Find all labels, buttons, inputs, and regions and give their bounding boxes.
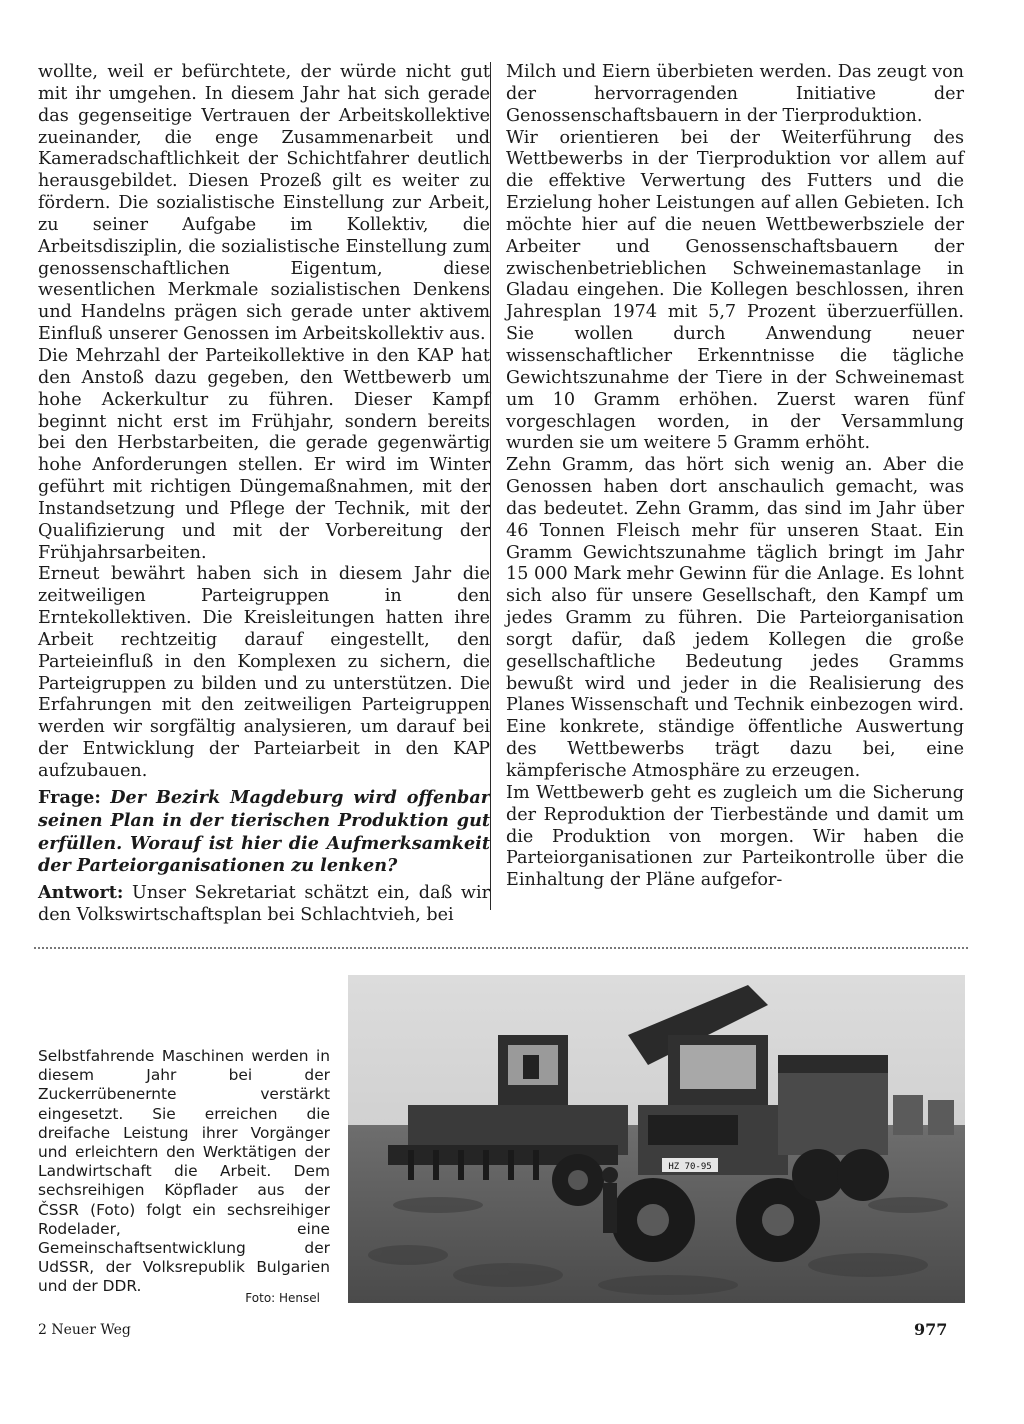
right-column	[506, 62, 964, 892]
interview-answer	[38, 882, 490, 927]
left-paragraph-2: Die Mehrzahl der Parteikollektive in den KAP hat den Anstoß dazu gegeben, den Wettbewerb um hohe Ackerkultur zu führen. Dieser Kampf beginnt nicht erst im Frühjahr, sondern bereits bei den Herbstarbeiten, die gerade gegenwärtig hohe Anforderungen stellen. Er wird im Winter geführt mit richtigen Düngemaßnahmen, mit der Instandsetzung und Pflege der Technik, mit der Qualifizierung und mit der Vorbereitung der Frühjahrsarbeiten.	[38, 345, 490, 563]
license-plate: HZ 70-95	[668, 1162, 712, 1172]
answer-text: Unser Sekretariat schätzt ein, daß wir den Volkswirtschaftsplan bei Schlachtvieh, bei	[38, 883, 490, 926]
question-label: Frage:	[38, 786, 101, 808]
section-divider	[34, 947, 968, 949]
question-text: Der Bezirk Magdeburg wird offenbar seinen Plan in der tierischen Produktion gut erfüllen. Worauf ist hier die Aufmerksamkeit der Parteiorganisationen zu lenken?	[38, 786, 491, 877]
left-column	[38, 62, 490, 927]
right-paragraph-1: Milch und Eiern überbieten werden. Das zeugt von der hervorragenden Initiative der Genossenschaftsbauern in der Tierproduktion.	[506, 62, 964, 126]
photo-caption: Selbstfahrende Maschinen werden in diesem Jahr bei der Zuckerrübenernte verstärkt eingesetzt. Sie erreichen die dreifache Leistung ihrer Vorgänger und erleichtern den Werktätigen der Landwirtschaft die Arbeit. Dem sechsreihigen Köpflader aus der ČSSR (Foto) folgt ein sechsreihiger Rodelader, eine Gemeinschaftsentwicklung der UdSSR, der Volksrepublik Bulgarien und der DDR.	[38, 1047, 330, 1296]
right-paragraph-2: Wir orientieren bei der Weiterführung des Wettbewerbs in der Tierproduktion vor allem auf die effektive Verwertung des Futters und die Erzielung hoher Leistungen auf allen Gebieten. Ich möchte hier auf die neuen Wettbewerbsziele der Arbeiter und Genossenschaftsbauern der zwischenbetrieblichen Schweinemastanlage in Gladau eingehen. Die Kollegen beschlossen, ihren Jahresplan 1974 mit 5,7 Prozent überzuerfüllen. Sie wollen durch Anwendung neuer wissenschaftlicher Erkenntnisse die tägliche Gewichtszunahme der Tiere in der Schweinemast um 10 Gramm erhöhen. Zuerst waren fünf vorgeschlagen worden, in der Versammlung wurden sie um weitere 5 Gramm erhöht.	[506, 127, 964, 454]
right-paragraph-3: Zehn Gramm, das hört sich wenig an. Aber die Genossen haben dort anschaulich gemacht, was das bedeutet. Zehn Gramm, das sind im Jahr über 46 Tonnen Fleisch mehr für unseren Staat. Ein Gramm Gewichtszunahme täglich bringt im Jahr 15 000 Mark mehr Gewinn für die Anlage. Es lohnt sich also für unsere Gesellschaft, den Kampf um jedes Gramm zu führen. Die Parteiorganisation sorgt dafür, daß jedem Kollegen die große gesellschaftliche Bedeutung jedes Gramms bewußt wird und jeder in die Realisierung des Planes Wissenschaft und Technik einbezogen wird. Eine konkrete, ständige öffentliche Auswertung des Wettbewerbs trägt dazu bei, eine kämpferische Atmosphäre zu erzeugen.	[506, 455, 964, 781]
photo-credit: Foto: Hensel	[245, 1291, 320, 1305]
right-paragraph-4: Im Wettbewerb geht es zugleich um die Sicherung der Reproduktion der Tierbestände und damit um die Produktion von morgen. Wir haben die Parteiorganisationen zur Parteikontrolle über die Einhaltung der Pläne aufgefor-	[506, 782, 964, 891]
page-number: 977	[914, 1320, 948, 1339]
trailer	[778, 1055, 889, 1201]
footer-publication: 2 Neuer Weg	[38, 1322, 131, 1338]
interview-question	[38, 787, 490, 878]
harvest-machine-photo	[348, 975, 965, 1303]
left-paragraph-1: wollte, weil er befürchtete, der würde nicht gut mit ihr umgehen. In diesem Jahr hat sich gerade das gegenseitige Vertrauen der Arbeitskollektive zueinander, die enge Zusammenarbeit und Kameradschaftlichkeit der Schichtfahrer deutlich herausgebildet. Diesen Prozeß gilt es weiter zu fördern. Die sozialistische Einstellung zur Arbeit, zu seiner Aufgabe im Kollektiv, die Arbeitsdisziplin, die sozialistische Einstellung zum genossenschaftlichen Eigentum, diese wesentlichen Merkmale sozialistischen Denkens und Handelns prägen sich gerade unter aktivem Einfluß unserer Genossen im Arbeitskollektiv aus.	[38, 62, 490, 345]
left-paragraph-3: Erneut bewährt haben sich in diesem Jahr die zeitweiligen Parteigruppen in den Erntekollektiven. Die Kreisleitungen hatten ihre Arbeit rechtzeitig darauf eingestellt, den Parteieinfluß in den Komplexen zu sichern, die Parteigruppen zu bilden und zu unterstützen. Die Erfahrungen mit den zeitweiligen Parteigruppen werden wir sorgfältig analysieren, um darauf bei der Entwicklung der Parteiarbeit in den KAP aufzubauen.	[38, 564, 490, 781]
column-divider	[490, 62, 491, 910]
answer-label: Antwort:	[38, 882, 124, 904]
